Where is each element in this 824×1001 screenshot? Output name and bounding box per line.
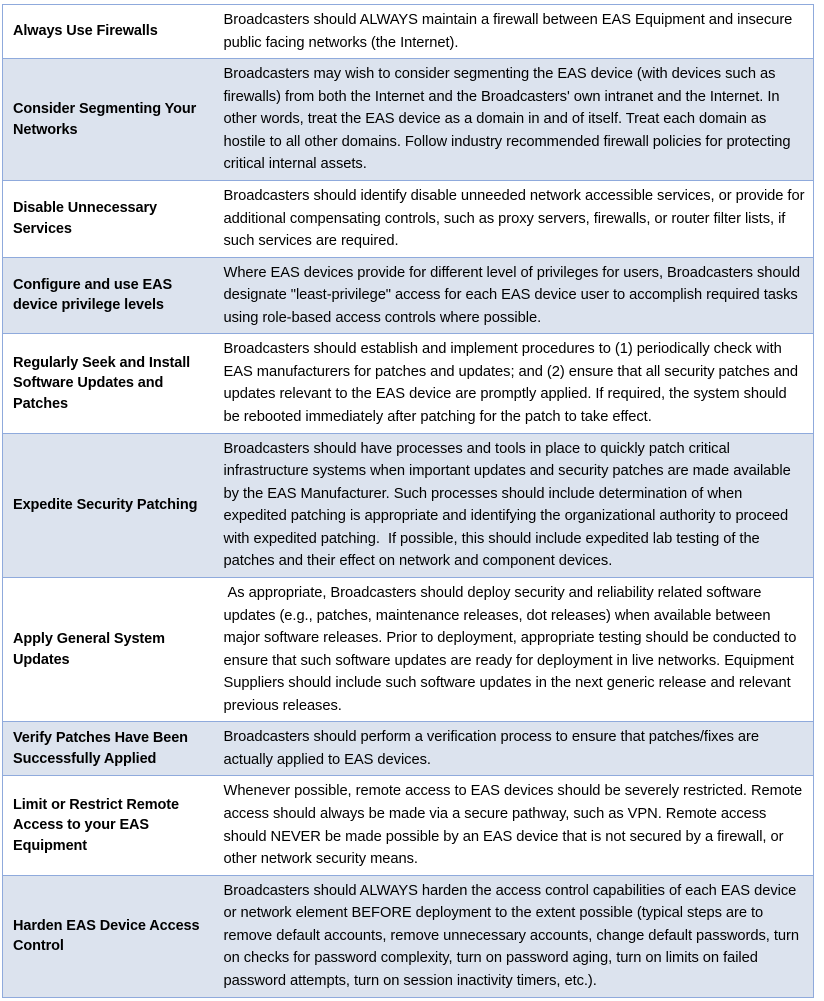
table-row bbox=[3, 59, 814, 181]
table-row bbox=[3, 433, 814, 577]
best-practice-title: Verify Patches Have Been Successfully Applied bbox=[3, 722, 212, 776]
best-practice-description: Broadcasters should ALWAYS maintain a firewall between EAS Equipment and insecure public facing networks (the Internet). bbox=[212, 5, 814, 59]
table-row bbox=[3, 577, 814, 721]
best-practice-title: Always Use Firewalls bbox=[3, 5, 212, 59]
best-practice-title: Apply General System Updates bbox=[3, 577, 212, 721]
best-practice-title: Expedite Security Patching bbox=[3, 433, 212, 577]
best-practices-table bbox=[2, 4, 814, 998]
table-row bbox=[3, 776, 814, 875]
best-practice-description: Broadcasters should establish and implement procedures to (1) periodically check with EAS manufacturers for patches and updates; and (2) ensure that all security patches and updates relevant to the EAS device are promptly applied. If required, the system should be rebooted immediately after patching for the patch to take effect. bbox=[212, 334, 814, 433]
best-practice-title: Consider Segmenting Your Networks bbox=[3, 59, 212, 181]
table-row bbox=[3, 334, 814, 433]
best-practice-description: As appropriate, Broadcasters should deploy security and reliability related software updates (e.g., patches, maintenance releases, dot releases) when available between major software releases. Prior to deployment, appropriate testing should be conducted to ensure that such software updates are ready for deployment in live networks. Equipment Suppliers should include such software updates in the next generic release and relevant previous releases. bbox=[212, 577, 814, 721]
table-row bbox=[3, 257, 814, 334]
table-row bbox=[3, 180, 814, 257]
best-practice-description: Broadcasters should ALWAYS harden the access control capabilities of each EAS device or network element BEFORE deployment to the extent possible (typical steps are to remove default accounts, remove unnecessary accounts, change default passwords, turn on checks for password complexity, turn on password aging, turn on limits on failed password attempts, turn on session inactivity timers, etc.). bbox=[212, 875, 814, 997]
best-practice-title: Harden EAS Device Access Control bbox=[3, 875, 212, 997]
best-practice-title: Regularly Seek and Install Software Updates and Patches bbox=[3, 334, 212, 433]
best-practice-description: Broadcasters should perform a verification process to ensure that patches/fixes are actually applied to EAS devices. bbox=[212, 722, 814, 776]
best-practice-title: Configure and use EAS device privilege levels bbox=[3, 257, 212, 334]
best-practice-title: Disable Unnecessary Services bbox=[3, 180, 212, 257]
table-row bbox=[3, 5, 814, 59]
best-practice-description: Broadcasters should identify disable unneeded network accessible services, or provide for additional compensating controls, such as proxy servers, firewalls, or router filter lists, if such services are required. bbox=[212, 180, 814, 257]
table-row bbox=[3, 722, 814, 776]
best-practice-title: Limit or Restrict Remote Access to your EAS Equipment bbox=[3, 776, 212, 875]
best-practice-description: Broadcasters should have processes and tools in place to quickly patch critical infrastructure systems when important updates and security patches are made available by the EAS Manufacturer. Such processes should include determination of when expedited patching is appropriate and identifying the organizational authority to proceed with expedited patching. If possible, this should include expedited lab testing of the patches and their effect on network and component devices. bbox=[212, 433, 814, 577]
best-practice-description: Broadcasters may wish to consider segmenting the EAS device (with devices such as firewalls) from both the Internet and the Broadcasters' own intranet and the Internet. In other words, treat the EAS device as a domain in and of itself. Treat each domain as hostile to all other domains. Follow industry recommended firewall policies for protecting critical internal assets. bbox=[212, 59, 814, 181]
best-practice-description: Whenever possible, remote access to EAS devices should be severely restricted. Remote access should always be made via a secure pathway, such as VPN. Remote access should NEVER be made possible by an EAS device that is not secured by a firewall, or other network security means. bbox=[212, 776, 814, 875]
table-body bbox=[3, 5, 814, 998]
table-row bbox=[3, 875, 814, 997]
best-practice-description: Where EAS devices provide for different level of privileges for users, Broadcasters should designate "least-privilege" access for each EAS device user to accomplish required tasks using role-based access controls where possible. bbox=[212, 257, 814, 334]
